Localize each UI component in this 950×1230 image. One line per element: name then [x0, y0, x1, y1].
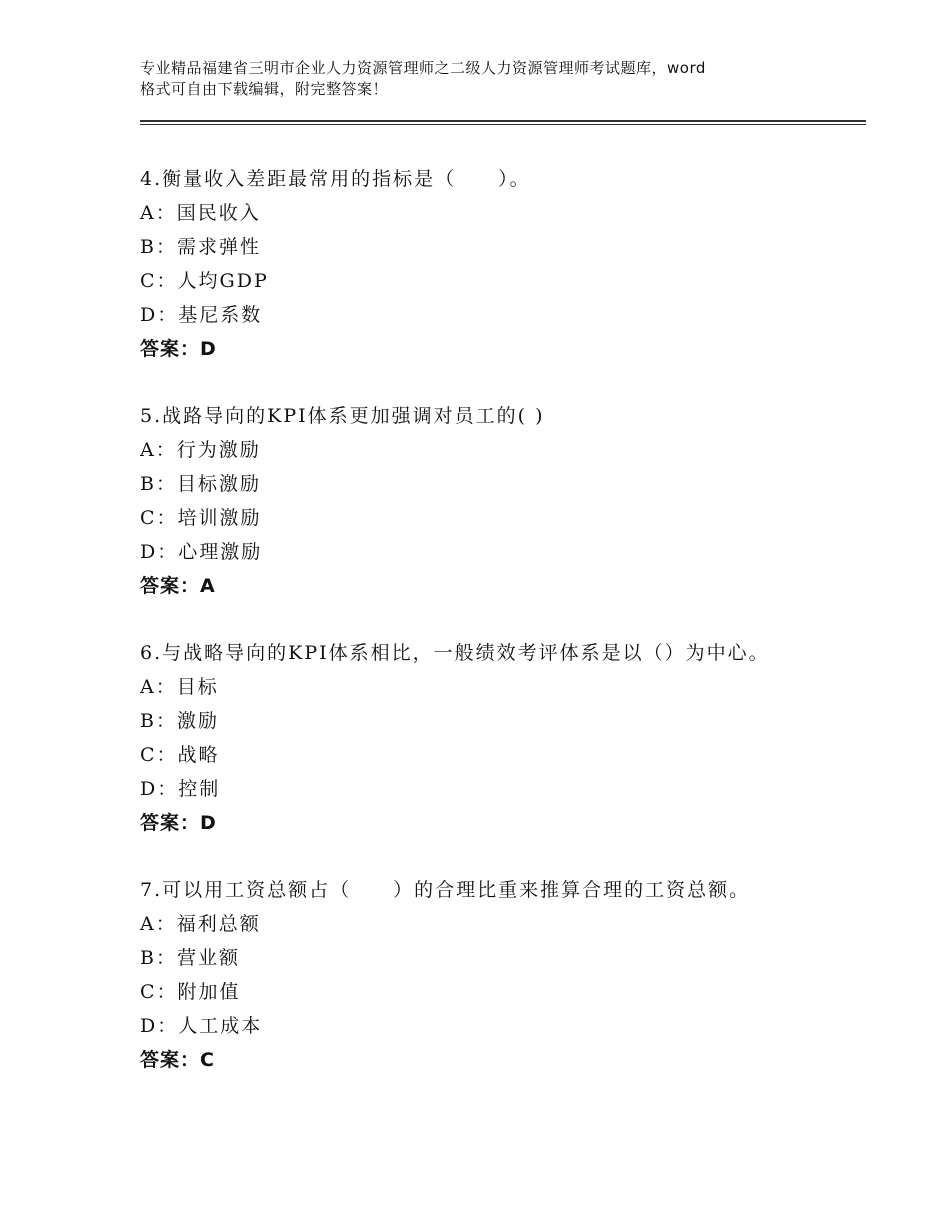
- question-5: [140, 399, 866, 603]
- option-c: C：培训激励: [140, 507, 262, 529]
- option-d: D：控制: [140, 778, 221, 800]
- answer-line: 答案：D: [140, 338, 217, 360]
- option-b: B：目标激励: [140, 473, 261, 495]
- option-d: D：心理激励: [140, 541, 263, 563]
- question-7: [140, 873, 866, 1077]
- header-line-2: 格式可自由下载编辑，附完整答案！: [140, 80, 389, 98]
- option-c: C：人均GDP: [140, 270, 269, 292]
- question-stem: 4.衡量收入差距最常用的指标是（ ）。: [140, 168, 531, 190]
- option-d: D：人工成本: [140, 1015, 263, 1037]
- header-divider-thick: [140, 120, 866, 122]
- option-d: D：基尼系数: [140, 304, 263, 326]
- question-list: [140, 162, 866, 1110]
- question-stem: 5.战路导向的KPI体系更加强调对员工的( ): [140, 405, 545, 427]
- option-a: A：国民收入: [140, 202, 261, 224]
- option-a: A：福利总额: [140, 913, 261, 935]
- header-divider-thin: [140, 124, 866, 125]
- option-c: C：附加值: [140, 981, 241, 1003]
- option-b: B：需求弹性: [140, 236, 261, 258]
- answer-line: 答案：A: [140, 575, 216, 597]
- question-6: [140, 636, 866, 840]
- option-a: A：目标: [140, 676, 219, 698]
- question-stem: 7.可以用工资总额占（ ）的合理比重来推算合理的工资总额。: [140, 879, 751, 901]
- answer-line: 答案：D: [140, 812, 217, 834]
- answer-line: 答案：C: [140, 1049, 215, 1071]
- document-header: [140, 58, 840, 100]
- option-b: B：激励: [140, 710, 219, 732]
- question-stem: 6.与战略导向的KPI体系相比，一般绩效考评体系是以（）为中心。: [140, 642, 770, 664]
- option-a: A：行为激励: [140, 439, 261, 461]
- option-b: B：营业额: [140, 947, 240, 969]
- header-line-1: 专业精品福建省三明市企业人力资源管理师之二级人力资源管理师考试题库，word: [140, 59, 706, 77]
- option-c: C：战略: [140, 744, 220, 766]
- question-4: [140, 162, 866, 366]
